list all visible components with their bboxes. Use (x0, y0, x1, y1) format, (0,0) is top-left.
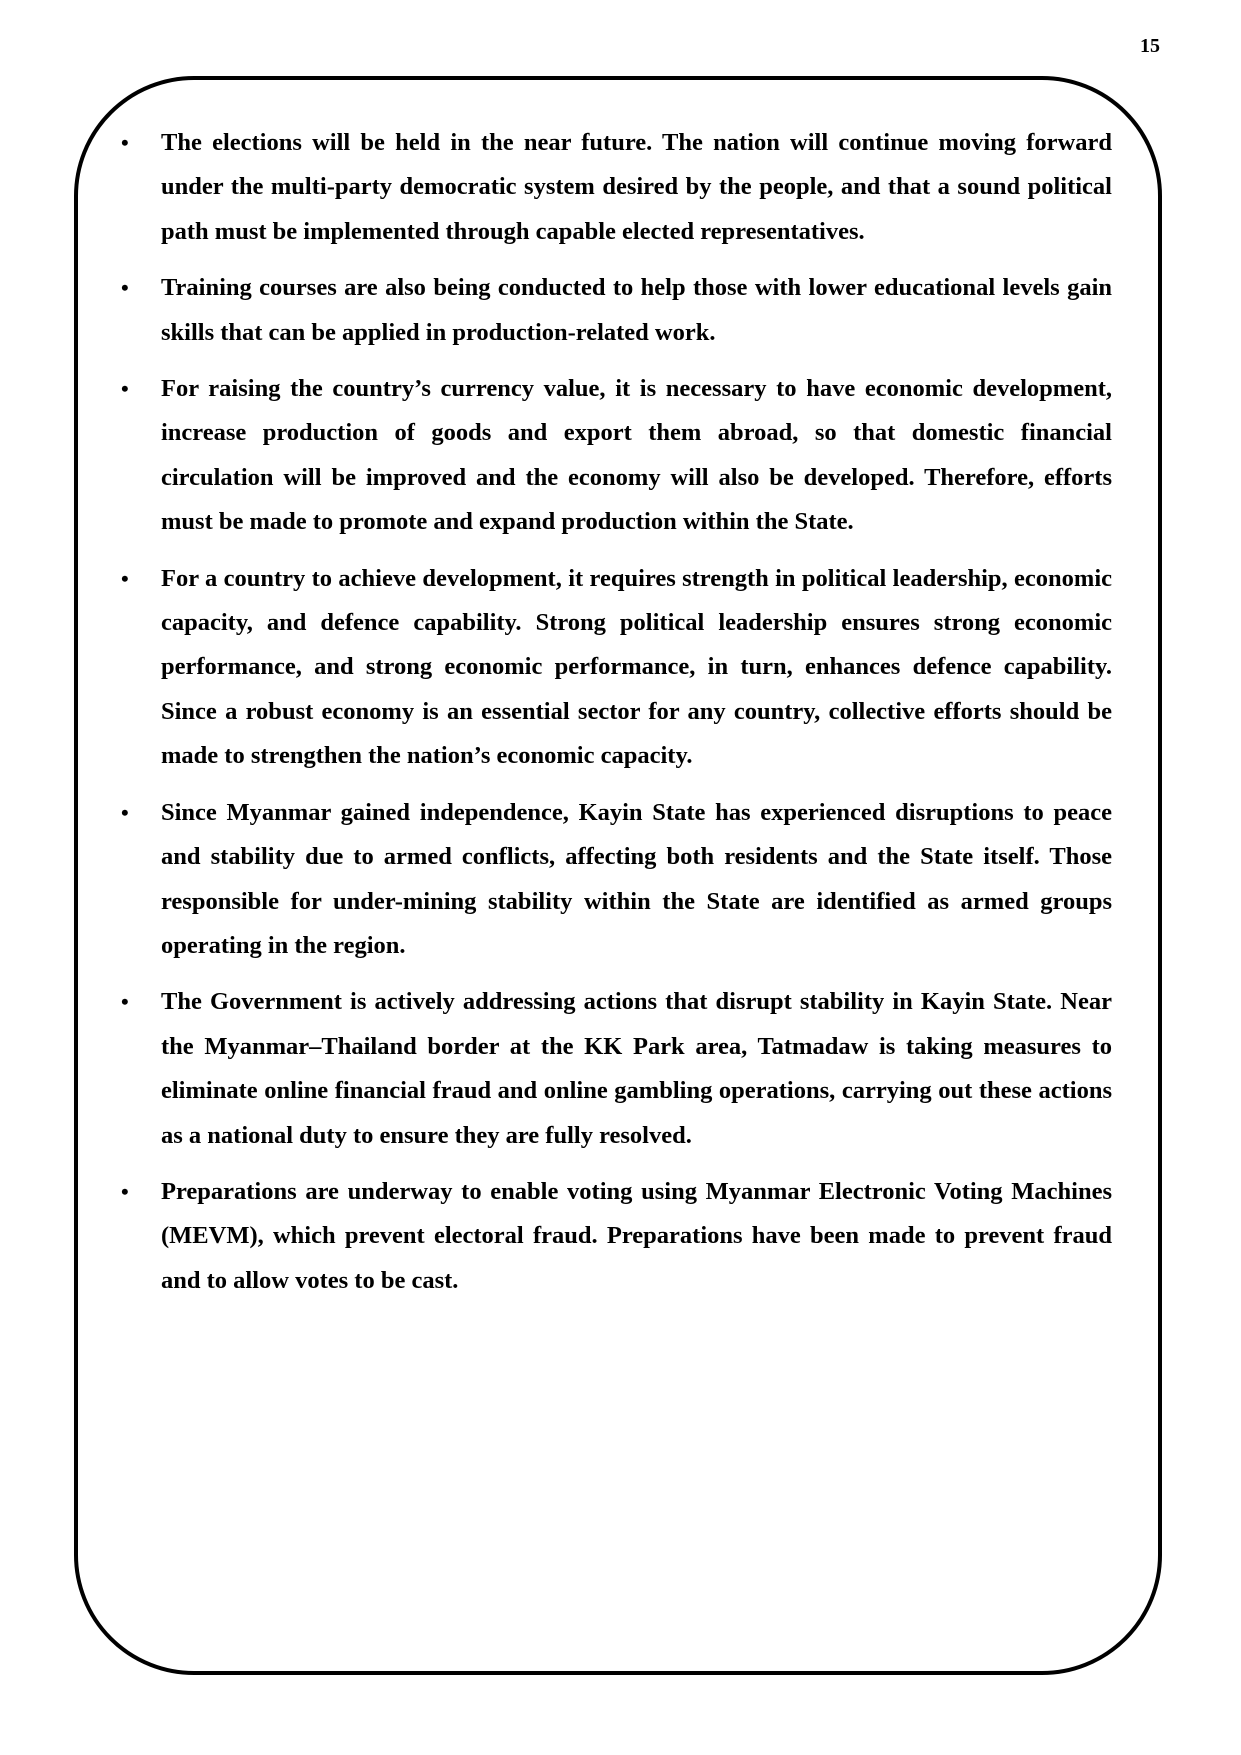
list-item (112, 266, 1112, 355)
list-item (112, 557, 1112, 779)
list-item-text: The Government is actively addressing actions that disrupt stability in Kayin State. Near the Myanmar–Thailand border at the KK Park area, Tatmadaw is taking measures to eliminate online financial fraud and online gambling operations, carrying out these actions as a national duty to ensure they are fully resolved. (161, 988, 1112, 1149)
list-item-text: Since Myanmar gained independence, Kayin State has experienced disruptions to peace and stability due to armed conflicts, affecting both residents and the State itself. Those responsible for under-mining stability within the State are identified as armed groups operating in the region. (161, 798, 1112, 959)
bullet-icon: • (121, 799, 129, 825)
bullet-icon: • (121, 1178, 129, 1204)
bullet-icon: • (121, 275, 129, 301)
list-item (112, 791, 1112, 969)
bullet-list (112, 121, 1112, 1315)
bullet-icon: • (121, 565, 129, 591)
list-item-text: The elections will be held in the near future. The nation will continue moving forward under the multi-party democratic system desired by the people, and that a sound political path must be implemented through capable elected representatives. (161, 129, 1112, 245)
list-item (112, 121, 1112, 254)
bullet-icon: • (121, 989, 129, 1015)
list-item-text: Preparations are underway to enable voting using Myanmar Electronic Voting Machines (MEVM), which prevent electoral fraud. Preparations have been made to prevent fraud and to allow votes to be cast. (161, 1177, 1112, 1294)
list-item (112, 1170, 1112, 1303)
list-item-text: For a country to achieve development, it requires strength in political leadership, economic capacity, and defence capability. Strong political leadership ensures strong economic performance, and strong economic performance, in turn, enhances defence capability. Since a robust economy is an essential sector for any country, collective efforts should be made to strengthen the nation’s economic capacity. (161, 564, 1112, 770)
list-item-text: Training courses are also being conducted to help those with lower educational levels gain skills that can be applied in production-related work. (161, 274, 1112, 346)
list-item (112, 367, 1112, 545)
bullet-icon: • (121, 376, 129, 402)
list-item-text: For raising the country’s currency value, it is necessary to have economic development, increase production of goods and export them abroad, so that domestic financial circulation will be improved and the economy will also be developed. Therefore, efforts must be made to promote and expand production within the State. (161, 375, 1112, 536)
page-number: 15 (1140, 35, 1160, 57)
bullet-icon: • (121, 130, 129, 155)
list-item (112, 980, 1112, 1158)
